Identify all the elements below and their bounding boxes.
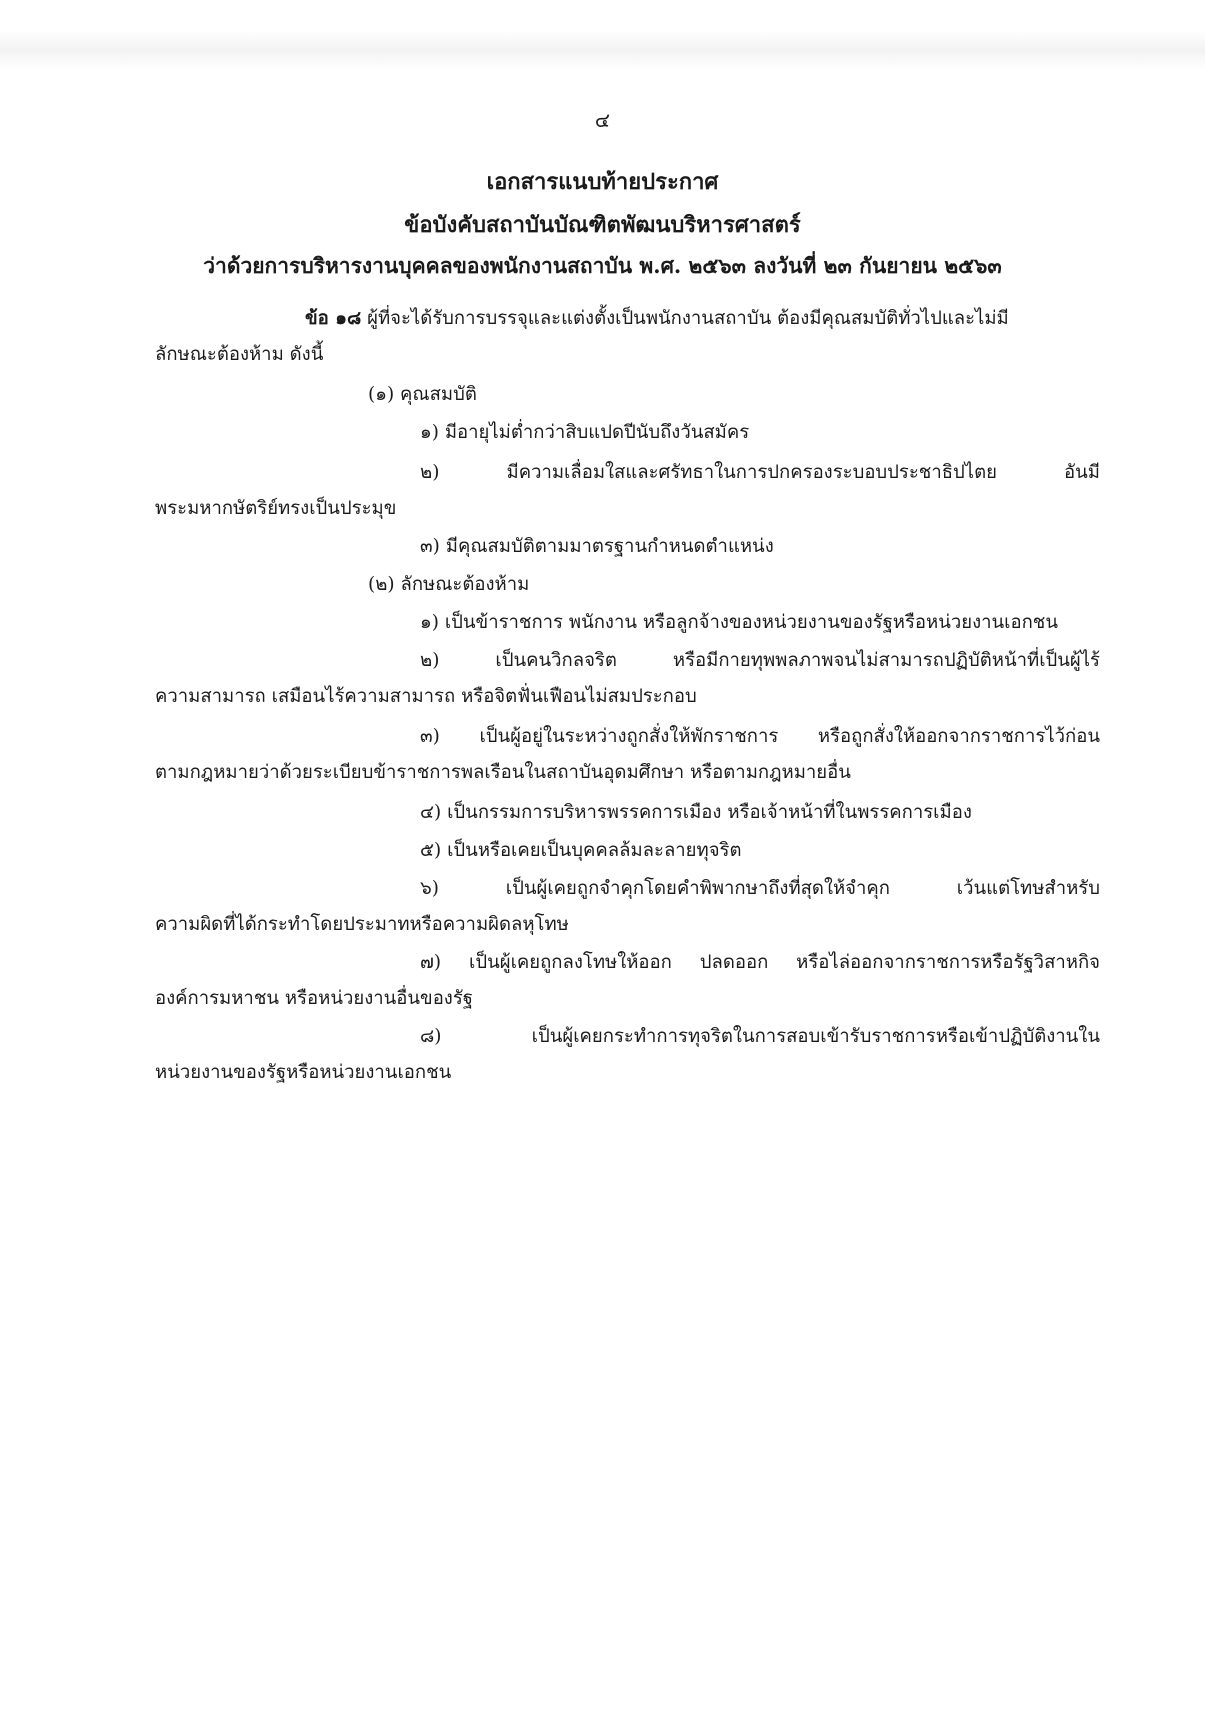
scan-shadow: [0, 30, 1205, 70]
section2-item8-line2: หน่วยงานของรัฐหรือหน่วยงานเอกชน: [155, 1062, 452, 1083]
section2-item2-line1: ๒) เป็นคนวิกลจริต หรือมีกายทุพพลภาพจนไม่สามารถปฏิบัติหน้าที่เป็นผู้ไร้: [420, 650, 1100, 671]
section2-item7-line2: องค์การมหาชน หรือหน่วยงานอื่นของรัฐ: [155, 988, 473, 1009]
page-number: ๔: [594, 108, 611, 132]
section2-item7-line1: ๗) เป็นผู้เคยถูกลงโทษให้ออก ปลดออก หรือไล่ออกจากราชการหรือรัฐวิสาหกิจ: [420, 952, 1100, 973]
section1-heading: (๑) คุณสมบัติ: [368, 384, 477, 405]
clause-label: ข้อ ๑๘: [305, 308, 362, 329]
section2-item3-line1: ๓) เป็นผู้อยู่ในระหว่างถูกสั่งให้พักราชการ หรือถูกสั่งให้ออกจากราชการไว้ก่อน: [420, 726, 1100, 747]
clause-intro-line-2: ลักษณะต้องห้าม ดังนี้: [155, 344, 324, 365]
section2-item2-line2: ความสามารถ เสมือนไร้ความสามารถ หรือจิตฟั่นเฟือนไม่สมประกอบ: [155, 686, 697, 707]
section1-item1: ๑) มีอายุไม่ต่ำกว่าสิบแปดปีนับถึงวันสมัคร: [420, 422, 750, 443]
section1-item2-line2: พระมหากษัตริย์ทรงเป็นประมุข: [155, 498, 397, 519]
section2-item6-line2: ความผิดที่ได้กระทำโดยประมาทหรือความผิดลหุโทษ: [155, 914, 569, 935]
section1-item3: ๓) มีคุณสมบัติตามมาตรฐานกำหนดตำแหน่ง: [420, 536, 774, 557]
section2-item3-line2: ตามกฎหมายว่าด้วยระเบียบข้าราชการพลเรือนในสถาบันอุดมศึกษา หรือตามกฎหมายอื่น: [155, 762, 851, 783]
section2-item6-line1: ๖) เป็นผู้เคยถูกจำคุกโดยคำพิพากษาถึงที่สุดให้จำคุก เว้นแต่โทษสำหรับ: [420, 878, 1100, 899]
title-line-1: เอกสารแนบท้ายประกาศ: [486, 169, 719, 195]
section2-item5: ๕) เป็นหรือเคยเป็นบุคคลล้มละลายทุจริต: [420, 840, 742, 861]
title-line-2: ข้อบังคับสถาบันบัณฑิตพัฒนบริหารศาสตร์: [404, 212, 801, 238]
section2-item8-line1: ๘) เป็นผู้เคยกระทำการทุจริตในการสอบเข้ารับราชการหรือเข้าปฏิบัติงานใน: [420, 1026, 1100, 1047]
section1-item2-line1: ๒) มีความเลื่อมใสและศรัทธาในการปกครองระบอบประชาธิปไตย อันมี: [420, 462, 1100, 483]
section2-item1: ๑) เป็นข้าราชการ พนักงาน หรือลูกจ้างของหน่วยงานของรัฐหรือหน่วยงานเอกชน: [420, 612, 1058, 633]
section2-heading: (๒) ลักษณะต้องห้าม: [368, 574, 530, 595]
clause-intro-line-1: [305, 306, 1100, 332]
section2-item4: ๔) เป็นกรรมการบริหารพรรคการเมือง หรือเจ้าหน้าที่ในพรรคการเมือง: [420, 802, 972, 823]
clause-intro-text: ผู้ที่จะได้รับการบรรจุและแต่งตั้งเป็นพนักงานสถาบัน ต้องมีคุณสมบัติทั่วไปและไม่มี: [367, 308, 1009, 329]
title-line-3: ว่าด้วยการบริหารงานบุคคลของพนักงานสถาบัน พ.ศ. ๒๕๖๓ ลงวันที่ ๒๓ กันยายน ๒๕๖๓: [203, 253, 1002, 278]
